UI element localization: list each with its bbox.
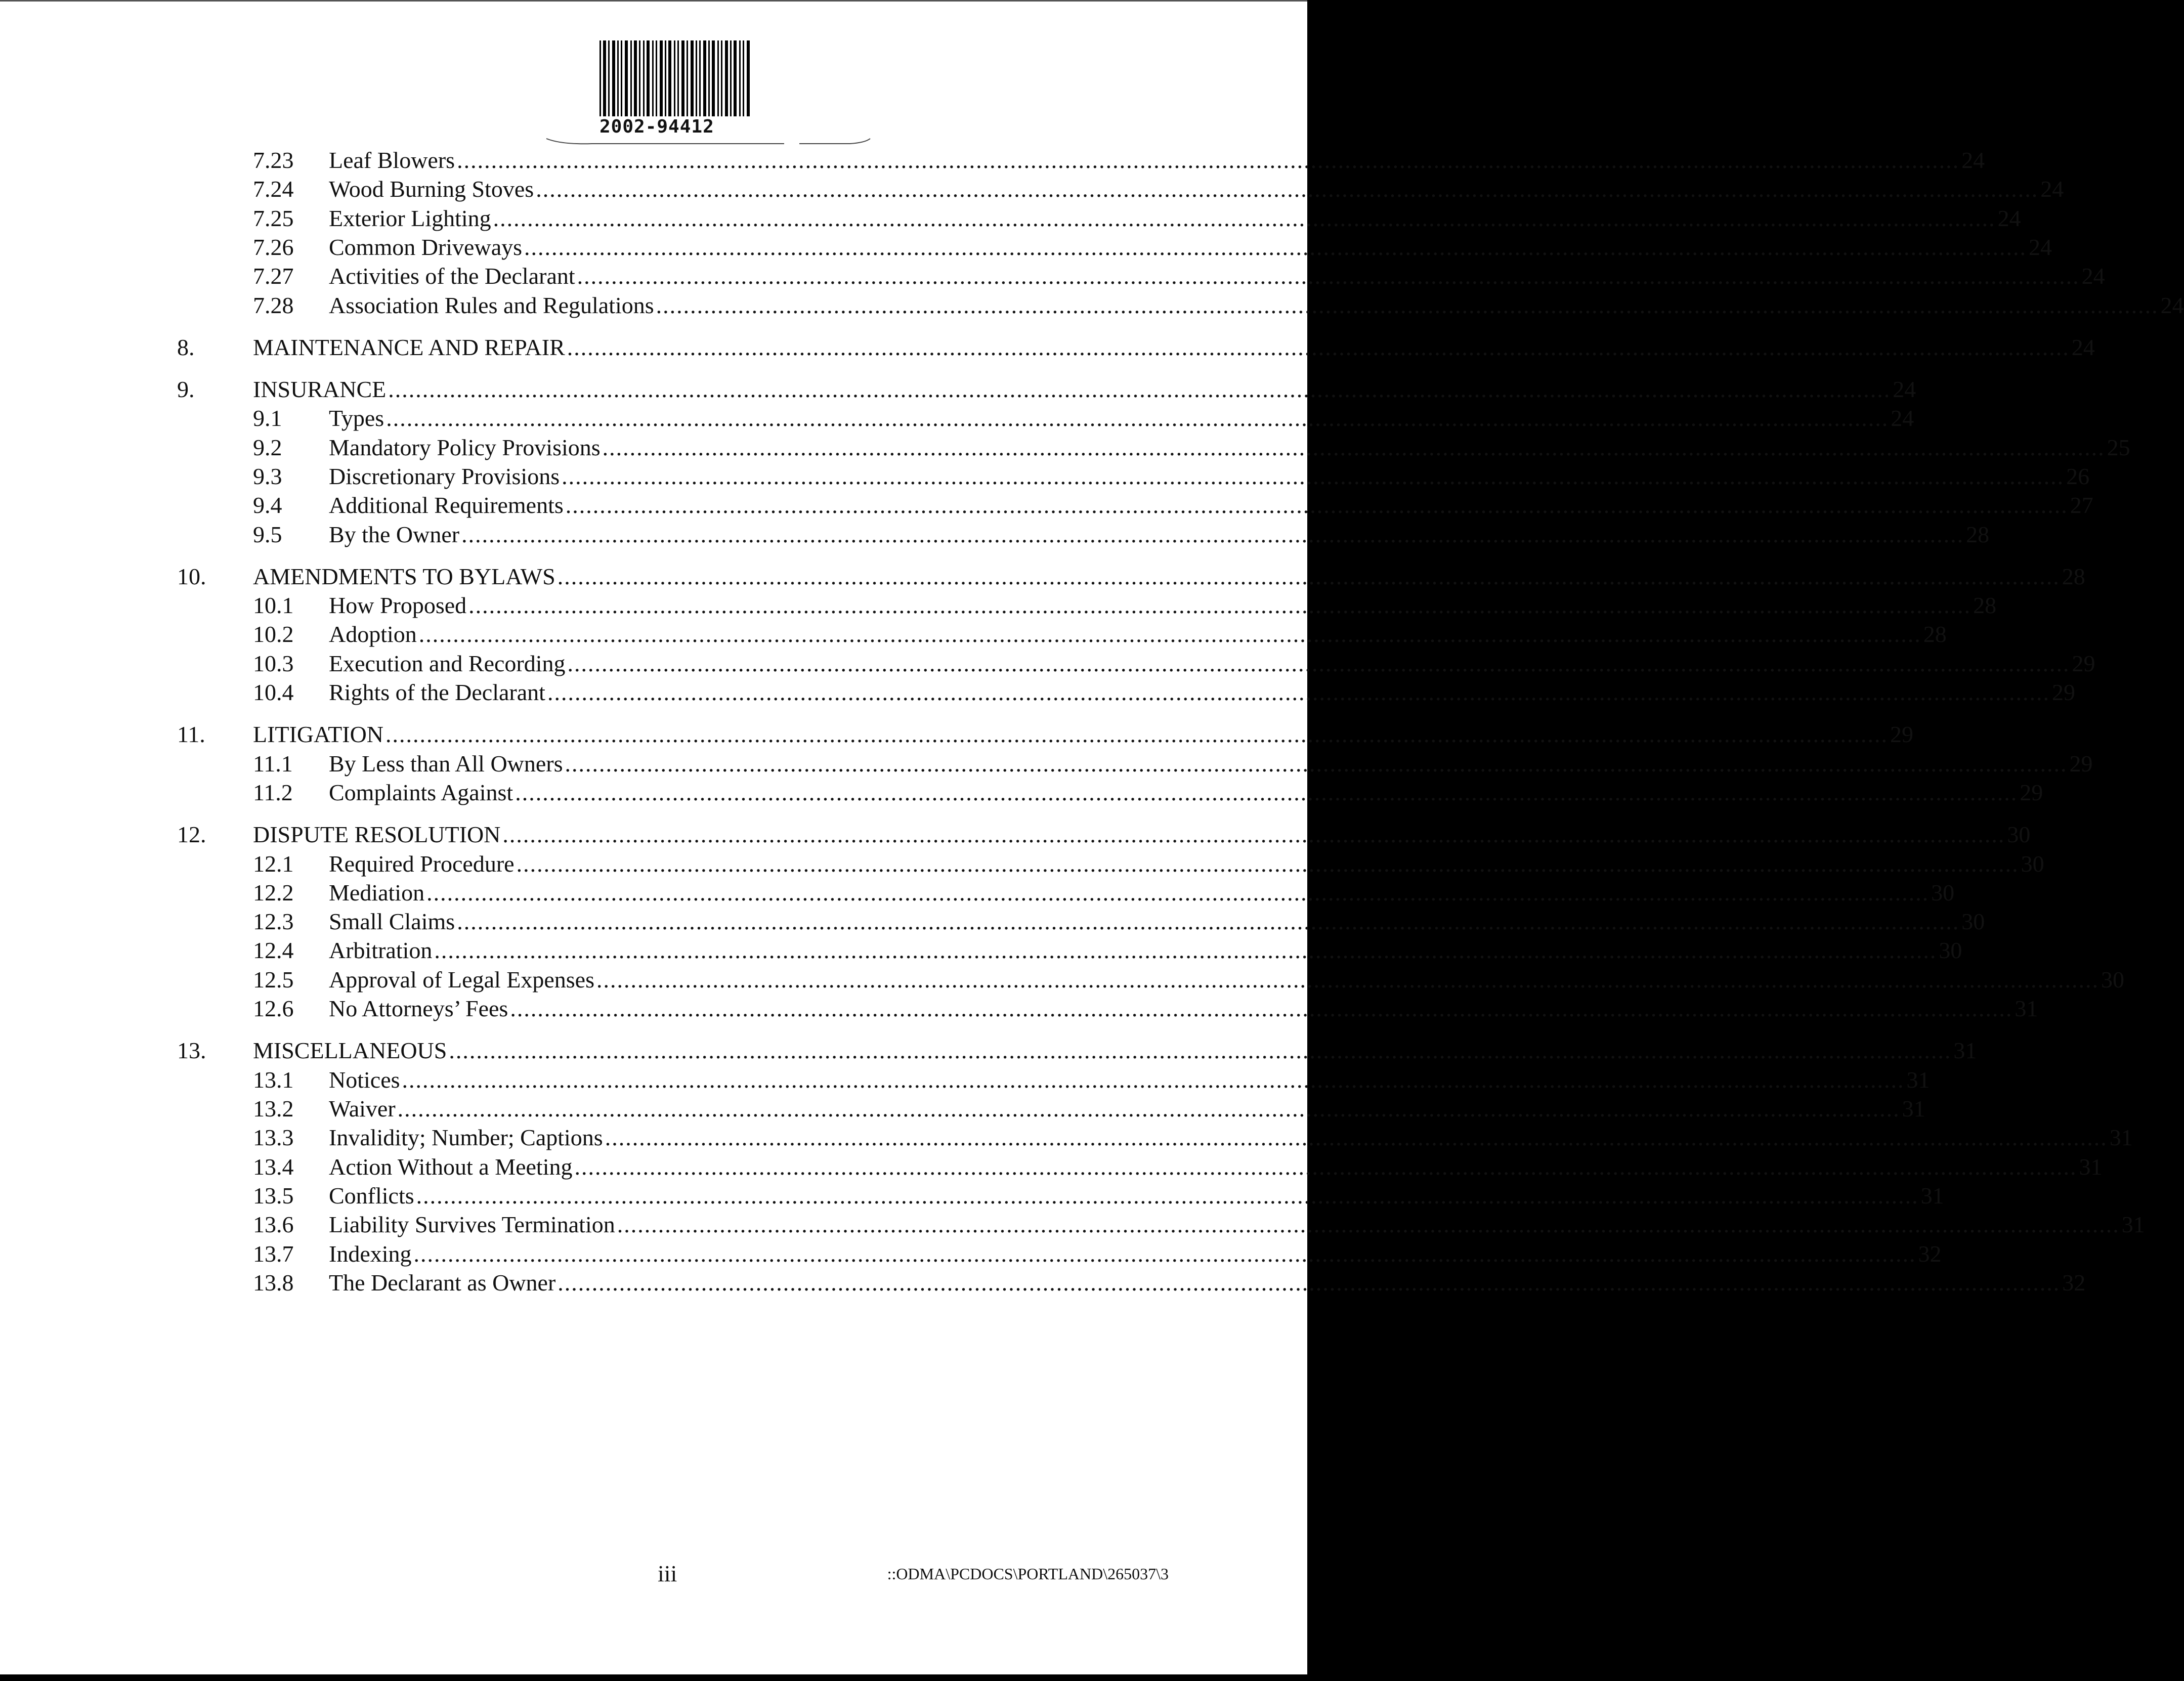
toc-entry: [0, 520, 1990, 549]
barcode-bar: [696, 40, 697, 116]
toc-entry-title: Adoption: [329, 621, 417, 647]
dot-leader: ............................................................................................................................................................................................................................: [574, 1154, 2077, 1180]
toc-entry-leader: [329, 778, 2043, 807]
toc-entry-title: Mandatory Policy Provisions: [329, 435, 601, 460]
toc-entry-number: 9.3: [253, 463, 282, 489]
toc-entry-leader: [329, 849, 2044, 879]
toc-entry-page: 28: [1923, 621, 1947, 647]
toc-entry-leader: [329, 1268, 2086, 1298]
toc-entry-leader: [329, 620, 1947, 649]
toc-entry-leader: [253, 562, 2085, 591]
toc-entry-leader: [329, 520, 1990, 549]
toc-entry-leader: [329, 994, 2038, 1023]
footer-document-path: ::ODMA\PCDOCS\PORTLAND\265037\3: [887, 1565, 1169, 1583]
toc-entry-page: 28: [1966, 522, 1990, 547]
dot-leader: ............................................................................................................................................................................................................................: [434, 937, 1937, 963]
toc-entry-title: Small Claims: [329, 909, 455, 934]
toc-entry: [0, 1210, 2145, 1239]
toc-entry-page: 29: [2072, 651, 2095, 676]
barcode-bar: [681, 40, 684, 116]
toc-entry-leader: [253, 1036, 1977, 1065]
barcode-bar: [734, 40, 737, 116]
toc-entry: [0, 749, 2093, 779]
toc-entry-number: 12.: [177, 822, 206, 847]
dot-leader: ............................................................................................................................................................................................................................: [565, 751, 2068, 777]
toc-entry-leader: [253, 720, 1914, 749]
toc-entry-title: Types: [329, 405, 384, 431]
toc-entry-title: Notices: [329, 1067, 400, 1093]
toc-entry-number: 10.: [177, 564, 206, 589]
toc-entry: [0, 1181, 1944, 1211]
barcode-bar: [668, 40, 671, 116]
toc-entry-leader: [329, 1065, 1930, 1095]
toc-entry: [0, 649, 2095, 678]
toc-entry-page: 27: [2070, 492, 2093, 518]
toc-entry: [0, 620, 1947, 649]
toc-entry-number: 10.2: [253, 621, 294, 647]
toc-entry-page: 29: [1890, 721, 1914, 747]
barcode-bar: [747, 40, 750, 116]
toc-entry: [0, 720, 1914, 749]
barcode-bar: [699, 40, 701, 116]
barcode-bar: [634, 40, 637, 116]
toc-entry-page: 32: [1918, 1241, 1942, 1267]
barcode-bar: [639, 40, 640, 116]
toc-entry: [0, 1036, 1977, 1065]
toc-entry-title: Wood Burning Stoves: [329, 176, 534, 202]
toc-entry-page: 24: [1893, 376, 1916, 402]
toc-entry-number: 9.2: [253, 435, 282, 460]
toc-entry-page: 30: [1939, 937, 1962, 963]
toc-entry-number: 11.1: [253, 751, 293, 777]
barcode-bar: [665, 40, 666, 116]
toc-entry-page: 30: [2007, 822, 2031, 847]
barcode-bar: [691, 40, 694, 116]
toc-entry-page: 30: [2021, 851, 2044, 877]
toc-entry-page: 24: [2071, 334, 2095, 360]
toc-entry-page: 29: [2051, 679, 2075, 705]
barcode-bar: [703, 40, 706, 116]
toc-entry-leader: [253, 333, 2095, 362]
toc-entry-number: 9.5: [253, 522, 282, 547]
toc-entry: [0, 462, 2090, 491]
barcode-bar: [652, 40, 654, 116]
toc-entry-leader: [329, 591, 1997, 620]
barcode-bar: [608, 40, 610, 116]
toc-entry-title: How Proposed: [329, 592, 467, 618]
dot-leader: ............................................................................................................................................................................................................................: [418, 621, 1921, 647]
toc-entry-title: Complaints Against: [329, 780, 513, 805]
toc-entry-number: 7.24: [253, 176, 294, 202]
toc-entry: [0, 994, 2038, 1023]
dot-leader: ............................................................................................................................................................................................................................: [536, 176, 2039, 202]
dot-leader: ............................................................................................................................................................................................................................: [449, 1038, 1952, 1063]
toc-entry-page: 24: [1891, 405, 1914, 431]
toc-entry-leader: [253, 375, 1916, 404]
barcode-bar: [656, 40, 657, 116]
toc-entry-number: 7.28: [253, 292, 294, 318]
toc-entry: [0, 936, 1962, 965]
barcode-bar: [621, 40, 622, 116]
toc-entry-page: 30: [1931, 880, 1955, 906]
toc-entry: [0, 1268, 2086, 1298]
toc-entry-title: Mediation: [329, 880, 425, 906]
toc-entry-number: 12.1: [253, 851, 294, 877]
toc-entry: [0, 678, 2075, 707]
barcode-bar: [625, 40, 628, 116]
dot-leader: ............................................................................................................................................................................................................................: [524, 234, 2027, 260]
toc-entry-number: 9.1: [253, 405, 282, 431]
toc-entry-title: The Declarant as Owner: [329, 1270, 556, 1296]
barcode-bar: [674, 40, 675, 116]
toc-entry-number: 10.4: [253, 679, 294, 705]
toc-entry-leader: [329, 491, 2093, 520]
toc-entry-page: 31: [2109, 1125, 2133, 1150]
toc-entry-leader: [329, 1123, 2133, 1152]
barcode-bar: [647, 40, 650, 116]
barcode-bar: [730, 40, 732, 116]
toc-entry-number: 12.4: [253, 937, 294, 963]
dot-leader: ............................................................................................................................................................................................................................: [502, 822, 2005, 847]
toc-entry-number: 13.8: [253, 1270, 294, 1296]
dot-leader: ............................................................................................................................................................................................................................: [386, 405, 1889, 431]
barcode-bar: [660, 40, 663, 116]
toc-entry-title: Approval of Legal Expenses: [329, 967, 595, 993]
toc-entry-leader: [329, 433, 2130, 462]
dot-leader: ............................................................................................................................................................................................................................: [596, 967, 2100, 993]
dot-leader: ............................................................................................................................................................................................................................: [461, 522, 1964, 547]
toc-entry-page: 24: [2029, 234, 2052, 260]
toc-entry-title: Conflicts: [329, 1183, 414, 1209]
toc-entry-number: 7.25: [253, 205, 294, 231]
dot-leader: ............................................................................................................................................................................................................................: [562, 463, 2065, 489]
toc-entry-number: 12.5: [253, 967, 294, 993]
toc-entry-leader: [329, 462, 2090, 491]
barcode-bar: [743, 40, 744, 116]
dot-leader: ............................................................................................................................................................................................................................: [510, 996, 2013, 1021]
toc-entry-title: Invalidity; Number; Captions: [329, 1125, 603, 1150]
dot-leader: ............................................................................................................................................................................................................................: [457, 909, 1960, 934]
toc-entry-leader: [329, 907, 1985, 936]
toc-entry-title: LITIGATION: [253, 721, 384, 747]
toc-entry-number: 11.: [177, 721, 205, 747]
toc-entry-page: 28: [1973, 592, 1997, 618]
toc-entry-leader: [329, 1152, 2103, 1182]
dot-leader: ............................................................................................................................................................................................................................: [402, 1067, 1905, 1093]
toc-entry: [0, 965, 2125, 995]
barcode-bar: [617, 40, 619, 116]
toc-entry-number: 10.3: [253, 651, 294, 676]
barcode-number: 2002-94412: [599, 116, 714, 137]
barcode-bar: [630, 40, 632, 116]
dot-leader: ............................................................................................................................................................................................................................: [567, 334, 2070, 360]
toc-entry-number: 13.1: [253, 1067, 294, 1093]
toc-entry-leader: [329, 965, 2125, 995]
toc-entry: [0, 820, 2031, 849]
toc-entry-leader: [329, 233, 2052, 262]
toc-entry: [0, 1239, 1942, 1269]
barcode-bar: [687, 40, 688, 116]
dot-leader: ............................................................................................................................................................................................................................: [413, 1241, 1916, 1267]
toc-entry-page: 31: [2121, 1212, 2145, 1237]
toc-entry-page: 31: [2079, 1154, 2103, 1180]
toc-entry: [0, 1094, 1925, 1124]
toc-entry-leader: [329, 175, 2064, 204]
barcode-bar: [725, 40, 728, 116]
dot-leader: ............................................................................................................................................................................................................................: [602, 435, 2105, 460]
barcode-bar: [721, 40, 722, 116]
dot-leader: ............................................................................................................................................................................................................................: [516, 851, 2019, 877]
toc-entry-title: Discretionary Provisions: [329, 463, 560, 489]
toc-entry-page: 30: [1961, 909, 1985, 934]
dot-leader: ............................................................................................................................................................................................................................: [457, 147, 1960, 173]
dot-leader: ............................................................................................................................................................................................................................: [656, 292, 2159, 318]
toc-entry-page: 24: [1997, 205, 2021, 231]
dot-leader: ............................................................................................................................................................................................................................: [557, 564, 2060, 589]
toc-entry-leader: [329, 404, 1914, 433]
toc-entry: [0, 562, 2085, 591]
dot-leader: ............................................................................................................................................................................................................................: [397, 1096, 1900, 1122]
footer-page-number: iii: [658, 1561, 677, 1586]
toc-entry-number: 9.4: [253, 492, 282, 518]
toc-entry-title: Arbitration: [329, 937, 433, 963]
toc-entry-leader: [329, 678, 2075, 707]
toc-entry-page: 31: [1902, 1096, 1925, 1122]
toc-entry: [0, 491, 2093, 520]
toc-entry-page: 29: [2069, 751, 2093, 777]
toc-entry-title: Rights of the Declarant: [329, 679, 545, 705]
toc-entry-leader: [329, 1239, 1942, 1269]
dot-leader: ............................................................................................................................................................................................................................: [515, 780, 2018, 805]
dot-leader: ............................................................................................................................................................................................................................: [416, 1183, 1919, 1209]
barcode-bar: [739, 40, 741, 116]
barcode-bar: [612, 40, 615, 116]
dot-leader: ............................................................................................................................................................................................................................: [605, 1125, 2108, 1150]
toc-entry: [0, 591, 1997, 620]
toc-entry: [0, 907, 1985, 936]
toc-entry-number: 12.2: [253, 880, 294, 906]
toc-entry: [0, 375, 1916, 404]
toc-entry-page: 25: [2107, 435, 2130, 460]
dot-leader: ............................................................................................................................................................................................................................: [565, 492, 2068, 518]
toc-entry-title: Action Without a Meeting: [329, 1154, 573, 1180]
toc-entry-page: 26: [2066, 463, 2090, 489]
barcode-bar: [599, 40, 601, 116]
toc-entry-number: 7.27: [253, 263, 294, 289]
dot-leader: ............................................................................................................................................................................................................................: [617, 1212, 2120, 1237]
toc-entry-title: Required Procedure: [329, 851, 515, 877]
toc-entry-title: Common Driveways: [329, 234, 523, 260]
toc-entry-page: 32: [2062, 1270, 2086, 1296]
dot-leader: ............................................................................................................................................................................................................................: [493, 205, 1996, 231]
toc-entry: [0, 1152, 2103, 1182]
toc-entry-leader: [329, 146, 1985, 175]
toc-entry-number: 13.4: [253, 1154, 294, 1180]
toc-entry-leader: [329, 1094, 1925, 1124]
toc-entry-number: 11.2: [253, 780, 293, 805]
toc-entry-title: Leaf Blowers: [329, 147, 455, 173]
toc-entry-page: 24: [2081, 263, 2105, 289]
toc-entry: [0, 175, 2064, 204]
barcode-bar: [717, 40, 719, 116]
barcode-bar: [643, 40, 645, 116]
barcode-bar: [603, 40, 606, 116]
toc-entry: [0, 1123, 2133, 1152]
toc-entry: [0, 778, 2043, 807]
dot-leader: ............................................................................................................................................................................................................................: [468, 592, 1972, 618]
toc-entry-title: Execution and Recording: [329, 651, 566, 676]
toc-entry-title: Additional Requirements: [329, 492, 564, 518]
page-top-edge: [0, 0, 1307, 2]
toc-entry-page: 24: [1961, 147, 1985, 173]
toc-entry-number: 8.: [177, 334, 195, 360]
barcode-bar: [677, 40, 679, 116]
toc-entry-leader: [329, 262, 2105, 291]
toc-entry-title: No Attorneys’ Fees: [329, 996, 508, 1021]
dot-leader: ............................................................................................................................................................................................................................: [426, 880, 1930, 906]
toc-entry-number: 13.5: [253, 1183, 294, 1209]
toc-entry-page: 31: [1920, 1183, 1944, 1209]
toc-entry-title: Waiver: [329, 1096, 396, 1122]
toc-entry: [0, 262, 2105, 291]
toc-entry-title: Activities of the Declarant: [329, 263, 575, 289]
toc-entry-number: 9.: [177, 376, 195, 402]
toc-entry-title: INSURANCE: [253, 376, 387, 402]
toc-entry: [0, 433, 2130, 462]
toc-entry: [0, 878, 1955, 908]
toc-entry: [0, 233, 2052, 262]
toc-entry: [0, 146, 1985, 175]
toc-entry-page: 31: [1906, 1067, 1930, 1093]
toc-entry-title: Association Rules and Regulations: [329, 292, 654, 318]
toc-entry-title: By the Owner: [329, 522, 460, 547]
toc-entry-page: 24: [2040, 176, 2064, 202]
dot-leader: ............................................................................................................................................................................................................................: [388, 376, 1891, 402]
toc-entry: [0, 1065, 1930, 1095]
dot-leader: ............................................................................................................................................................................................................................: [567, 651, 2070, 676]
dot-leader: ............................................................................................................................................................................................................................: [558, 1270, 2061, 1296]
barcode-bar: [712, 40, 715, 116]
toc-entry-number: 12.3: [253, 909, 294, 934]
toc-entry: [0, 204, 2021, 233]
toc-entry-leader: [329, 936, 1962, 965]
toc-entry-page: 24: [2160, 292, 2184, 318]
toc-entry-number: 7.26: [253, 234, 294, 260]
toc-entry-number: 13.: [177, 1038, 206, 1063]
toc-entry-title: Exterior Lighting: [329, 205, 491, 231]
toc-entry-title: By Less than All Owners: [329, 751, 563, 777]
toc-entry-title: Indexing: [329, 1241, 412, 1267]
toc-entry: [0, 849, 2044, 879]
dot-leader: ............................................................................................................................................................................................................................: [547, 679, 2050, 705]
barcode-bar: [708, 40, 710, 116]
toc-entry-page: 28: [2062, 564, 2085, 589]
toc-entry-title: MISCELLANEOUS: [253, 1038, 447, 1063]
toc-entry-page: 31: [1953, 1038, 1977, 1063]
toc-entry: [0, 333, 2095, 362]
toc-entry-page: 31: [2015, 996, 2038, 1021]
toc-entry-leader: [329, 1210, 2145, 1239]
toc-entry-leader: [253, 820, 2031, 849]
toc-entry: [0, 291, 2184, 320]
toc-entry-leader: [329, 749, 2093, 779]
toc-entry-page: 30: [2101, 967, 2125, 993]
dot-leader: ............................................................................................................................................................................................................................: [577, 263, 2080, 289]
toc-entry-page: 29: [2020, 780, 2043, 805]
toc-entry-title: MAINTENANCE AND REPAIR: [253, 334, 565, 360]
toc-entry-title: Liability Survives Termination: [329, 1212, 615, 1237]
toc-entry-number: 7.23: [253, 147, 294, 173]
toc-entry-leader: [329, 878, 1955, 908]
toc-entry-number: 10.1: [253, 592, 294, 618]
toc-entry-number: 12.6: [253, 996, 294, 1021]
toc-entry-number: 13.7: [253, 1241, 294, 1267]
toc-entry-leader: [329, 649, 2095, 678]
toc-entry-leader: [329, 1181, 1944, 1211]
toc-entry: [0, 404, 1914, 433]
toc-entry-leader: [329, 291, 2184, 320]
toc-entry-leader: [329, 204, 2021, 233]
toc-entry-number: 13.2: [253, 1096, 294, 1122]
toc-entry-title: DISPUTE RESOLUTION: [253, 822, 501, 847]
toc-entry-number: 13.3: [253, 1125, 294, 1150]
dot-leader: ............................................................................................................................................................................................................................: [386, 721, 1889, 747]
toc-entry-title: AMENDMENTS TO BYLAWS: [253, 564, 555, 589]
toc-entry-number: 13.6: [253, 1212, 294, 1237]
